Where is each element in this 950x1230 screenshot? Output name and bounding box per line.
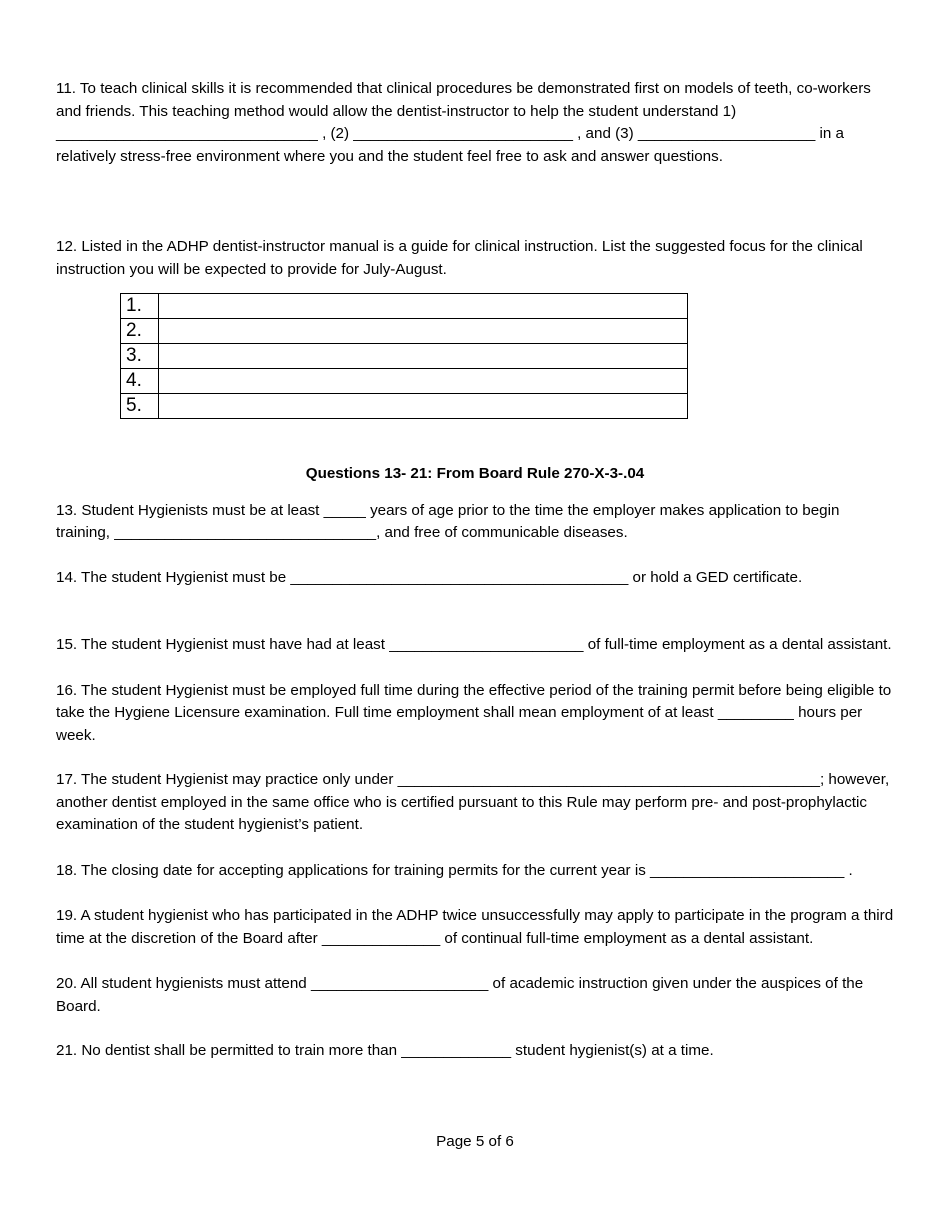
worksheet-page (56, 78, 898, 1063)
question-17: 17. The student Hygienist may practice only under __________________________________________________; however, another dentist employed in the same office who is certified pursuant to this Rule may perform pre- and post-prophylactic examination of the student hygienist’s patient. (56, 771, 894, 833)
clinical-focus-table (120, 293, 688, 419)
row-number: 3. (121, 344, 159, 369)
table-row (121, 294, 688, 319)
question-12: 12. Listed in the ADHP dentist-instructor manual is a guide for clinical instruction. List the suggested focus for the clinical instruction you will be expected to provide for July-August. (56, 238, 867, 278)
row-answer-cell (159, 369, 688, 394)
table-row (121, 369, 688, 394)
row-answer-cell (159, 319, 688, 344)
question-19: 19. A student hygienist who has participated in the ADHP twice unsuccessfully may apply to participate in the program a third time at the discretion of the Board after ______________ of continual full-time employment as a dental assistant. (56, 907, 898, 947)
row-number: 5. (121, 394, 159, 419)
question-16: 16. The student Hygienist must be employed full time during the effective period of the training permit before being eligible to take the Hygiene Licensure examination. Full time employment shall mean employment of at least _________ hours per week. (56, 681, 896, 744)
table-row (121, 319, 688, 344)
page-number: Page 5 of 6 (436, 1133, 514, 1150)
question-13: 13. Student Hygienists must be at least _____ years of age prior to the time the employer makes application to begin training, _______________________________, and free of communicable diseases. (56, 501, 844, 541)
question-14: 14. The student Hygienist must be ________________________________________ or hold a GED certificate. (56, 568, 803, 586)
table-row (121, 394, 688, 419)
question-11: 11. To teach clinical skills it is recommended that clinical procedures be demonstrated first on models of teeth, co-workers and friends. This teaching method would allow the dentist-instructor to help the student understand 1) _______________________________ , (2) __________________________ , and (3) _____________________ in a relatively stress-free environment where you and the student feel free to ask and answer questions. (56, 80, 876, 165)
row-number: 4. (121, 369, 159, 394)
section-heading: Questions 13- 21: From Board Rule 270-X-3-.04 (305, 465, 645, 482)
table-row (121, 344, 688, 369)
row-answer-cell (159, 294, 688, 319)
row-answer-cell (159, 344, 688, 369)
question-15: 15. The student Hygienist must have had at least _______________________ of full-time employment as a dental assistant. (56, 636, 892, 653)
row-answer-cell (159, 394, 688, 419)
row-number: 2. (121, 319, 159, 344)
question-18: 18. The closing date for accepting applications for training permits for the current year is _______________________ . (56, 861, 853, 879)
question-21: 21. No dentist shall be permitted to train more than _____________ student hygienist(s) at a time. (56, 1042, 714, 1059)
question-20: 20. All student hygienists must attend _____________________ of academic instruction given under the auspices of the Board. (56, 975, 868, 1015)
row-number: 1. (121, 294, 159, 319)
